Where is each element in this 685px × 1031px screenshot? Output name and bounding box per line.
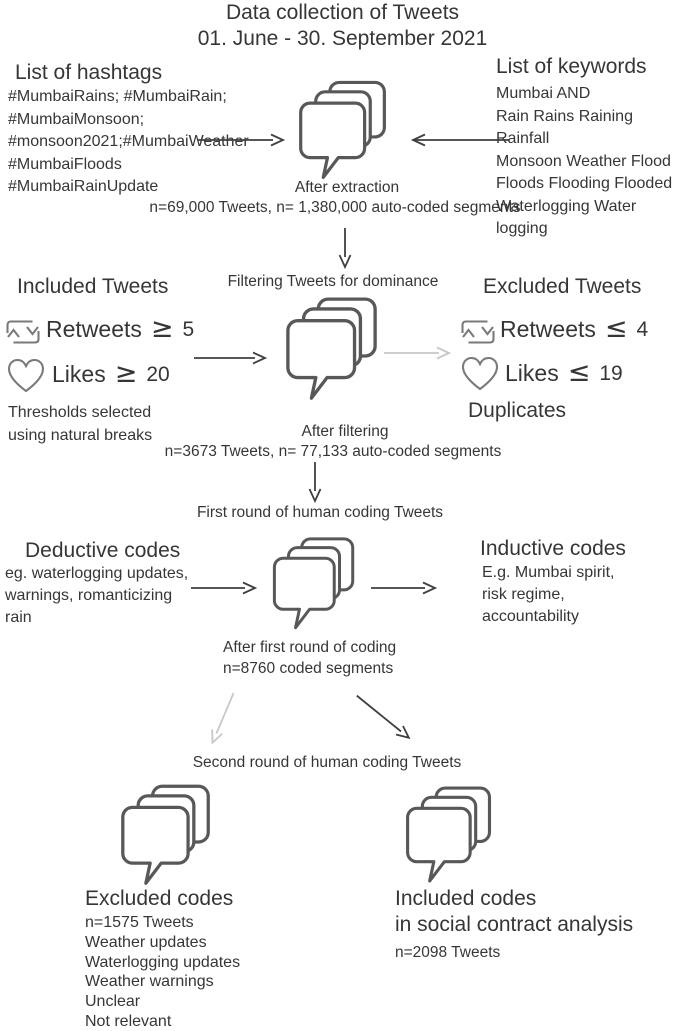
deductive-heading: Deductive codes <box>25 539 181 562</box>
likes-threshold: 19 <box>599 361 623 385</box>
arrow-filtering-to-first-round <box>308 461 322 503</box>
retweets-label: Retweets <box>500 316 596 342</box>
included-likes-row <box>52 359 170 390</box>
note-line: Thresholds selected <box>8 404 152 421</box>
filtering-label: Filtering Tweets for dominance <box>227 273 439 290</box>
second-round-label: Second round of human coding Tweets <box>192 754 462 771</box>
keyword-line: Monsoon Weather Flood <box>496 152 671 170</box>
retweets-label: Retweets <box>46 316 142 342</box>
arrow-hashtags-to-extraction <box>197 133 285 147</box>
arrow-extraction-to-filtering <box>338 227 352 269</box>
hashtag-line: #monsoon2021;#MumbaiWeather <box>8 133 249 150</box>
first-round-stats: n=8760 coded segments <box>223 660 394 677</box>
deductive-line: rain <box>5 609 32 626</box>
hashtag-line: #MumbaiMonsoon; <box>8 110 145 128</box>
first-round-results <box>223 637 396 679</box>
first-round-label: First round of human coding Tweets <box>196 504 444 521</box>
keyword-line: Waterlogging Water logging <box>496 197 637 237</box>
title-line-1: Data collection of Tweets <box>225 1 460 24</box>
excluded-code-line: Unclear <box>85 993 141 1011</box>
lte-symbol: ≤ <box>604 313 628 344</box>
first-round-caption: After first round of coding <box>223 639 397 656</box>
tweet-stack-icon-excluded <box>118 784 214 898</box>
tweet-stack-icon-coding <box>270 537 358 641</box>
inductive-line: E.g. Mumbai spirit, <box>482 564 615 581</box>
keyword-line: Mumbai AND <box>496 85 591 102</box>
excluded-code-line: n=1575 Tweets <box>85 914 194 931</box>
included-codes-heading-line2: in social contract analysis <box>395 913 634 936</box>
excluded-tweets-heading: Excluded Tweets <box>483 275 642 298</box>
hashtag-line: #MumbaiRains; #MumbaiRain; <box>8 88 227 105</box>
keyword-line: Floods Flooding Flooded <box>496 175 673 192</box>
retweet-icon <box>458 315 498 349</box>
title-line-2: 01. June - 30. September 2021 <box>197 27 488 50</box>
excluded-code-line: Weather warnings <box>85 973 214 991</box>
arrow-coding-to-excluded-codes <box>205 689 240 747</box>
excluded-retweets-row <box>500 314 648 345</box>
hashtags-heading: List of hashtags <box>15 61 163 84</box>
arrow-filtering-to-excluded <box>383 346 451 360</box>
excluded-codes-list <box>85 913 305 1031</box>
gte-symbol: ≥ <box>150 313 174 344</box>
inductive-line: risk regime, <box>482 586 565 603</box>
tweet-stack-icon-extraction <box>296 80 390 192</box>
excluded-code-line: Weather updates <box>85 933 207 951</box>
lte-symbol: ≤ <box>567 357 591 388</box>
keywords-heading: List of keywords <box>496 55 647 78</box>
arrow-coding-to-included-codes <box>352 690 415 745</box>
arrow-included-to-filtering <box>193 351 267 365</box>
filtering-stats: n=3673 Tweets, n= 77,133 auto-coded segments <box>164 443 502 460</box>
inductive-examples <box>482 562 682 628</box>
retweets-threshold: 5 <box>182 317 195 341</box>
heart-icon <box>6 357 46 394</box>
likes-label: Likes <box>52 361 106 387</box>
retweets-threshold: 4 <box>636 317 649 341</box>
heart-icon <box>460 355 500 392</box>
duplicates-label: Duplicates <box>468 399 567 422</box>
tweet-stack-icon-included <box>403 786 495 895</box>
extraction-stats: n=69,000 Tweets, n= 1,380,000 auto-coded segments <box>149 199 521 216</box>
included-codes-heading <box>395 886 633 938</box>
retweet-icon <box>3 315 43 349</box>
excluded-likes-row <box>505 358 623 389</box>
included-tweets-heading: Included Tweets <box>17 275 169 298</box>
filtering-caption: After filtering <box>301 423 389 440</box>
hashtag-line: #MumbaiRainUpdate <box>8 178 159 195</box>
keyword-line: Rain Rains Raining Rainfall <box>496 107 633 147</box>
deductive-line: eg. waterlogging updates, <box>5 565 189 582</box>
page-title <box>0 0 685 52</box>
deductive-line: warnings, romanticizing <box>5 587 173 604</box>
inductive-line: accountability <box>482 608 579 625</box>
excluded-code-line: Not relevant <box>85 1012 172 1030</box>
included-codes-stats: n=2098 Tweets <box>395 944 501 961</box>
note-line: using natural breaks <box>8 426 153 444</box>
excluded-code-line: Waterlogging updates <box>85 953 241 971</box>
arrow-deductive-to-coding <box>190 581 257 595</box>
tweet-stack-icon-filtering <box>283 297 381 413</box>
gte-symbol: ≥ <box>114 358 138 389</box>
arrow-keywords-to-extraction <box>410 133 510 147</box>
likes-label: Likes <box>505 360 559 386</box>
likes-threshold: 20 <box>146 362 170 386</box>
included-codes-heading-line1: Included codes <box>395 887 537 910</box>
included-retweets-row <box>46 314 194 345</box>
hashtag-line: #MumbaiFloods <box>8 155 122 173</box>
inductive-heading: Inductive codes <box>480 537 626 560</box>
thresholds-note <box>8 402 228 447</box>
arrow-coding-to-inductive <box>370 581 437 595</box>
extraction-caption: After extraction <box>294 179 400 196</box>
excluded-codes-heading: Excluded codes <box>85 887 234 910</box>
deductive-examples <box>5 563 205 629</box>
